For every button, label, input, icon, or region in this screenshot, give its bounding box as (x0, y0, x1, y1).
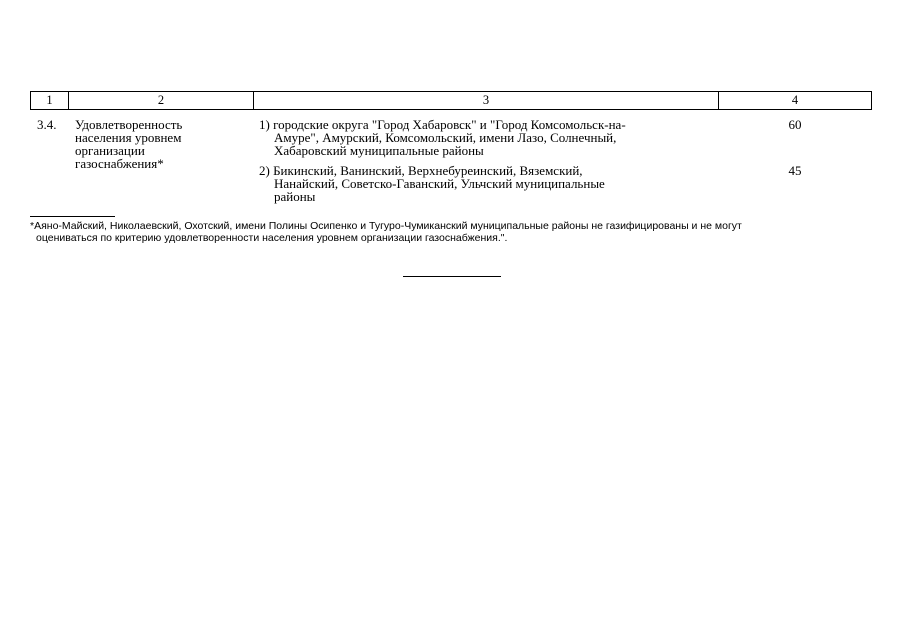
group-2-value: 45 (788, 163, 802, 178)
footnote (30, 220, 873, 244)
footnote-line-1: *Аяно-Майский, Николаевский, Охотский, имени Полины Осипенко и Тугуро-Чумиканский муниципальные районы не газифицированы и не могут (30, 220, 742, 232)
group-2-line: районы (274, 189, 316, 204)
column-header-2: 2 (69, 92, 254, 109)
group-2-line: 2) Бикинский, Ванинский, Верхнебуреинский, Вяземский, (259, 163, 583, 178)
table-header-row (30, 91, 872, 110)
criterion-cell (75, 118, 245, 170)
criterion-line: организации (75, 143, 145, 158)
column-header-3: 3 (254, 92, 719, 109)
footnote-line-2: оцениваться по критерию удовлетворенности населения уровнем организации газоснабжения.". (36, 232, 508, 244)
group-1-line: 1) городские округа "Город Хабаровск" и "Город Комсомольск-на- (259, 117, 626, 132)
criterion-line: Удовлетворенность (75, 117, 183, 132)
criterion-line: газоснабжения* (75, 156, 164, 171)
group-1-value: 60 (788, 117, 802, 132)
column-header-4: 4 (791, 93, 799, 107)
group-1-line: Амуре", Амурский, Комсомольский, имени Лазо, Солнечный, (274, 130, 617, 145)
row-number: 3.4. (37, 117, 57, 132)
municipality-group-2 (259, 164, 699, 203)
column-header-1: 1 (31, 92, 69, 109)
footnote-separator (30, 216, 115, 217)
group-2-line: Нанайский, Советско-Гаванский, Ульчский муниципальные (274, 176, 605, 191)
end-separator-line (403, 276, 501, 277)
municipality-group-1 (259, 118, 699, 157)
group-1-line: Хабаровский муниципальные районы (274, 143, 484, 158)
criterion-line: населения уровнем (75, 130, 182, 145)
